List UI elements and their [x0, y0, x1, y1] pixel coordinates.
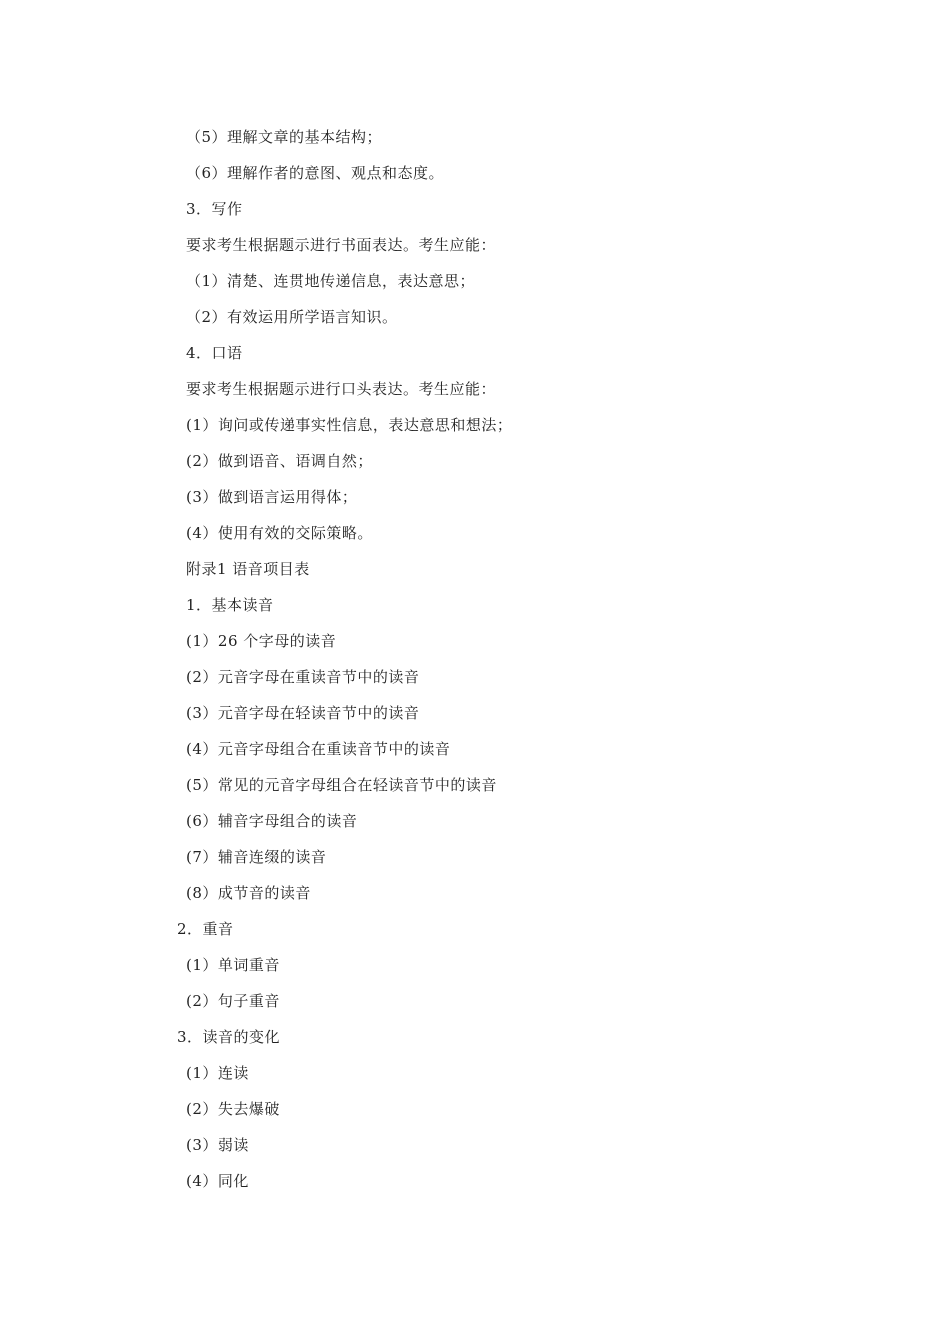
text-line: (4）元音字母组合在重读音节中的读音: [186, 740, 451, 758]
text-line: (2）元音字母在重读音节中的读音: [186, 668, 420, 686]
text-line: （6）理解作者的意图、观点和态度。: [186, 164, 445, 182]
text-line: (5）常见的元音字母组合在轻读音节中的读音: [186, 776, 497, 794]
section-heading: 2．重音: [177, 920, 234, 938]
text-line: 要求考生根据题示进行书面表达。考生应能：: [186, 236, 497, 254]
text-line: (1）连读: [186, 1064, 249, 1082]
text-line: (2）句子重音: [186, 992, 280, 1010]
text-line: (4）使用有效的交际策略。: [186, 524, 373, 542]
text-line: (3）弱读: [186, 1136, 249, 1154]
section-heading: 3．读音的变化: [177, 1028, 281, 1046]
text-line: (1）询问或传递事实性信息，表达意思和想法；: [186, 416, 513, 434]
text-line: （5）理解文章的基本结构；: [186, 128, 383, 146]
text-line: (2）做到语音、语调自然；: [186, 452, 373, 470]
section-heading: 3．写作: [186, 200, 243, 218]
text-line: （1）清楚、连贯地传递信息，表达意思；: [186, 272, 476, 290]
text-line: (3）做到语言运用得体；: [186, 488, 358, 506]
text-line: (1）单词重音: [186, 956, 280, 974]
text-line: (4）同化: [186, 1172, 249, 1190]
text-line: (7）辅音连缀的读音: [186, 848, 327, 866]
text-line: (8）成节音的读音: [186, 884, 311, 902]
section-heading: 4．口语: [186, 344, 243, 362]
text-line: （2）有效运用所学语言知识。: [186, 308, 398, 326]
appendix-heading: 附录1 语音项目表: [186, 560, 310, 578]
text-line: 要求考生根据题示进行口头表达。考生应能：: [186, 380, 497, 398]
section-heading: 1．基本读音: [186, 596, 274, 614]
text-line: (3）元音字母在轻读音节中的读音: [186, 704, 420, 722]
text-line: (6）辅音字母组合的读音: [186, 812, 358, 830]
text-line: (2）失去爆破: [186, 1100, 280, 1118]
text-line: (1）26 个字母的读音: [186, 632, 337, 650]
